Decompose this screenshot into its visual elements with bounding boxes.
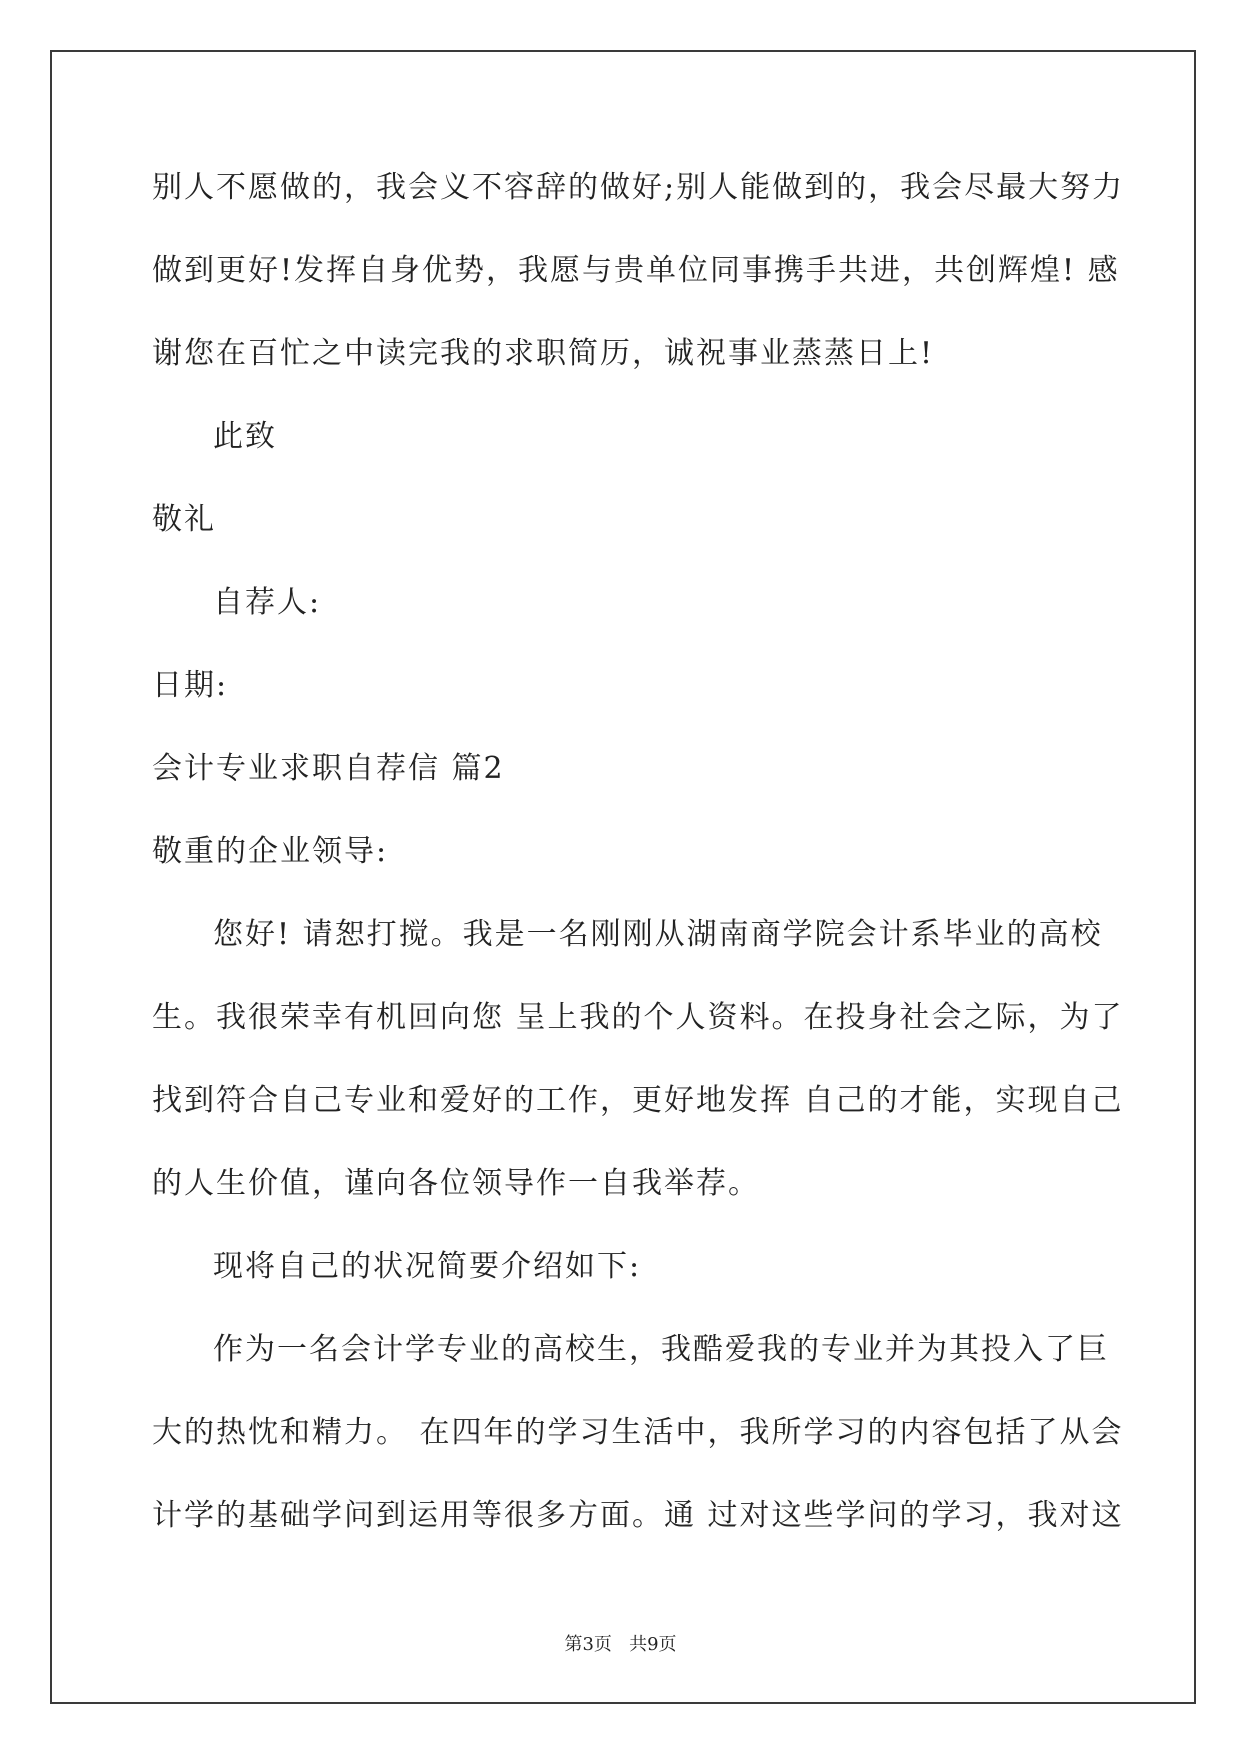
closing-respect: 敬礼 xyxy=(152,502,216,537)
body-line-13: 的人生价值，谨向各位领导作一自我举荐。 xyxy=(152,1166,760,1201)
date-label: 日期: xyxy=(152,668,229,703)
body-line-2: 做到更好!发挥自身优势，我愿与贵单位同事携手共进，共创辉煌! 感 xyxy=(152,253,1120,288)
body-line-14: 现将自己的状况简要介绍如下: xyxy=(213,1249,642,1284)
body-line-10: 您好! 请恕打搅。我是一名刚刚从湖南商学院会计系毕业的高校 xyxy=(213,917,1103,952)
letter-greeting: 敬重的企业领导: xyxy=(152,834,389,869)
body-line-16: 大的热忱和精力。 在四年的学习生活中，我所学习的内容包括了从会 xyxy=(152,1415,1124,1450)
body-line-17: 计学的基础学问到运用等很多方面。通 过对这些学问的学习，我对这 xyxy=(152,1498,1124,1533)
body-line-1: 别人不愿做的，我会义不容辞的做好;别人能做到的，我会尽最大努力 xyxy=(152,170,1125,205)
body-line-3: 谢您在百忙之中读完我的求职简历，诚祝事业蒸蒸日上! xyxy=(152,336,935,371)
body-line-11: 生。我很荣幸有机回向您 呈上我的个人资料。在投身社会之际，为了 xyxy=(152,1000,1124,1035)
page-number: 第3页 共9页 xyxy=(564,1634,677,1655)
closing-salutation: 此致 xyxy=(213,419,277,454)
page-border xyxy=(50,50,1196,1704)
signature-label: 自荐人: xyxy=(213,585,322,620)
section-title: 会计专业求职自荐信 篇2 xyxy=(152,751,505,786)
body-line-12: 找到符合自己专业和爱好的工作，更好地发挥 自己的才能，实现自己 xyxy=(152,1083,1124,1118)
body-line-15: 作为一名会计学专业的高校生，我酷爱我的专业并为其投入了巨 xyxy=(213,1332,1109,1367)
